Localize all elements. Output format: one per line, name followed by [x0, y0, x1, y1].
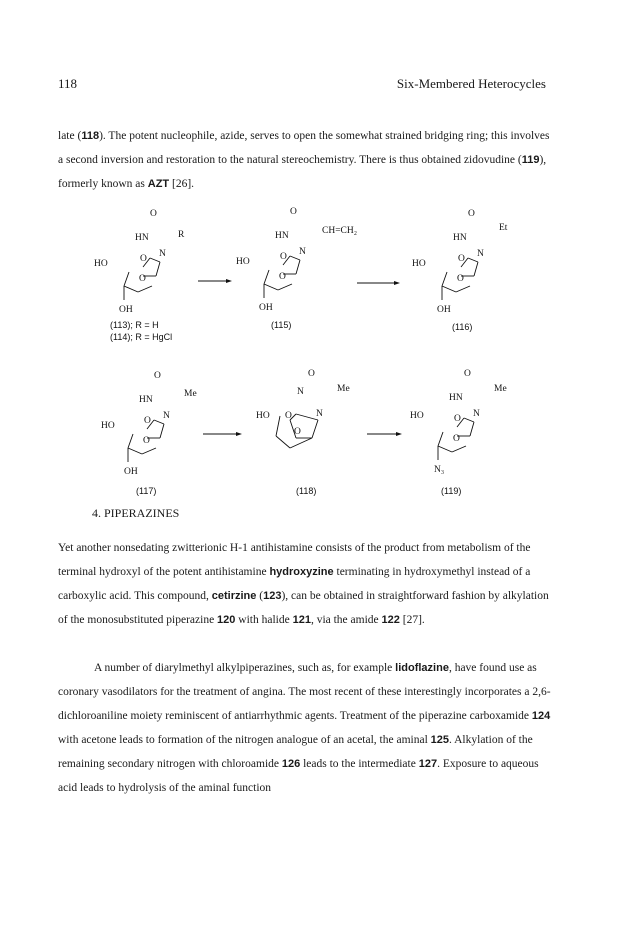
- p2-text-6: , via the amide: [310, 614, 382, 626]
- paragraph-3: [58, 656, 552, 800]
- s115-label: (115): [271, 320, 292, 330]
- p2-text-4: ), can be obtained in straightforward fashion by alkylation of the monosubstituted piperazine: [58, 590, 549, 626]
- s117-hn: HN: [139, 395, 153, 405]
- p2-text-3: (: [256, 590, 264, 602]
- s119-n1: N: [473, 409, 480, 419]
- p1-bold-118: 118: [81, 130, 100, 142]
- s119-label: (119): [441, 486, 462, 496]
- arrow-2: [357, 281, 400, 285]
- p2-bold-120: 120: [217, 614, 236, 626]
- s118-sub: Me: [337, 384, 350, 394]
- s119-sub: Me: [494, 384, 507, 394]
- s116-hn: HN: [453, 233, 467, 243]
- s113-ho: HO: [94, 259, 108, 269]
- s117-label: (117): [136, 486, 157, 496]
- page-number: 118: [58, 76, 78, 91]
- structure-115: [236, 207, 357, 330]
- s119-n3: N₃: [434, 465, 445, 475]
- structure-118: [256, 369, 350, 496]
- p2-bold-cetirzine: cetirzine: [211, 590, 257, 602]
- arrow-1: [198, 279, 232, 283]
- p3-text-6: . Exposure to aqueous acid leads to hydrolysis of the aminal function: [58, 758, 539, 794]
- s117-ho: HO: [101, 421, 115, 431]
- s115-hn: HN: [275, 231, 289, 241]
- s115-n1: N: [299, 247, 306, 257]
- s113-label: (113); R = H: [110, 320, 159, 330]
- s113-oxo: O: [150, 209, 157, 219]
- p2-bold-121: 121: [292, 614, 311, 626]
- p2-text-7: [27].: [399, 614, 425, 626]
- p2-bold-122: 122: [381, 614, 400, 626]
- paragraph-2: [58, 536, 552, 632]
- s118-n3: N: [297, 387, 304, 397]
- p3-bold-127: 127: [418, 758, 438, 770]
- s113-sub: R: [178, 230, 185, 240]
- s116-label: (116): [452, 322, 473, 332]
- s116-oxo: O: [468, 209, 475, 219]
- p3-bold-124: 124: [531, 710, 551, 722]
- s119-hn: HN: [449, 393, 463, 403]
- p1-text-1: late (: [58, 130, 82, 142]
- p3-text-2: , have found use as coronary vasodilators for the treatment of angina. The most recent of these interestingly incorporates a 2,6-dichloroaniline moiety reminiscent of antiarrhythmic agents. Treatment of the piperazine carboxamide: [58, 662, 551, 722]
- s115-ring-o: O: [279, 272, 286, 282]
- s115-oxo: O: [290, 207, 297, 217]
- p2-text-1: Yet another nonsedating zwitterionic H-1 antihistamine consists of the product from metabolism of the terminal hydroxyl of the potent antihistamine: [58, 542, 531, 578]
- p1-bold-azt: AZT: [147, 178, 170, 190]
- p3-bold-lidoflazine: lidoflazine: [395, 662, 449, 674]
- s119-oxo: O: [464, 369, 471, 379]
- s113-n1: N: [159, 249, 166, 259]
- s118-label: (118): [296, 486, 317, 496]
- structure-113-114: [94, 209, 185, 342]
- p2-bold-123: 123: [263, 590, 282, 602]
- p1-bold-119: 119: [521, 154, 540, 166]
- p3-text-4: . Alkylation of the remaining secondary nitrogen with chloroamide: [58, 734, 533, 770]
- p3-bold-126: 126: [281, 758, 301, 770]
- s113-oh: OH: [119, 305, 133, 315]
- s117-oh: OH: [124, 467, 138, 477]
- s116-ho: HO: [412, 259, 426, 269]
- section-heading: 4. PIPERAZINES: [92, 506, 180, 520]
- s116-oh: OH: [437, 305, 451, 315]
- s115-oh: OH: [259, 303, 273, 313]
- s117-o2: O: [144, 416, 151, 426]
- p2-text-5: with halide: [235, 614, 293, 626]
- s113-ring-o: O: [139, 274, 146, 284]
- p3-text-3: with acetone leads to formation of the nitrogen analogue of an acetal, the aminal: [58, 734, 431, 746]
- s119-ho: HO: [410, 411, 424, 421]
- p3-bold-125: 125: [430, 734, 450, 746]
- s115-sub: CH=CH₂: [322, 226, 358, 236]
- structure-119: [410, 369, 507, 496]
- p3-text-1: A number of diarylmethyl alkylpiperazines, such as, for example: [94, 662, 396, 674]
- s115-o2: O: [280, 252, 287, 262]
- s116-ring-o: O: [457, 274, 464, 284]
- p1-text-4: [26].: [169, 178, 195, 190]
- s117-n1: N: [163, 411, 170, 421]
- s118-oxo: O: [308, 369, 315, 379]
- s115-ho: HO: [236, 257, 250, 267]
- s119-o2: O: [454, 414, 461, 424]
- p2-bold-hydroxyzine: hydroxyzine: [269, 566, 334, 578]
- s114-label: (114); R = HgCl: [110, 332, 173, 342]
- s113-hn: HN: [135, 233, 149, 243]
- s118-ring-o: O: [294, 427, 301, 437]
- s117-sub: Me: [184, 389, 197, 399]
- arrow-3: [203, 432, 242, 436]
- s118-n1: N: [316, 409, 323, 419]
- running-title: Six-Membered Heterocycles: [396, 76, 546, 91]
- p1-text-2: ). The potent nucleophile, azide, serves to open the somewhat strained bridging ring; this involves a second inversion and restoration to the natural stereochemistry. There is thus obtained zidovudine (: [58, 130, 550, 166]
- s117-ring-o: O: [143, 436, 150, 446]
- arrow-4: [367, 432, 402, 436]
- s116-n1: N: [477, 249, 484, 259]
- s116-sub: Et: [499, 223, 508, 233]
- p3-text-5: leads to the intermediate: [300, 758, 419, 770]
- structure-117: [101, 371, 197, 496]
- s118-ho: HO: [256, 411, 270, 421]
- s118-o2: O: [285, 411, 292, 421]
- structure-116: [412, 209, 508, 332]
- s117-oxo: O: [154, 371, 161, 381]
- p2-text-2: terminating in hydroxymethyl instead of a carboxylic acid. This compound,: [58, 566, 531, 602]
- s113-o2: O: [140, 254, 147, 264]
- s116-o2: O: [458, 254, 465, 264]
- s119-ring-o: O: [453, 434, 460, 444]
- p1-text-3: ), formerly known as: [58, 154, 547, 190]
